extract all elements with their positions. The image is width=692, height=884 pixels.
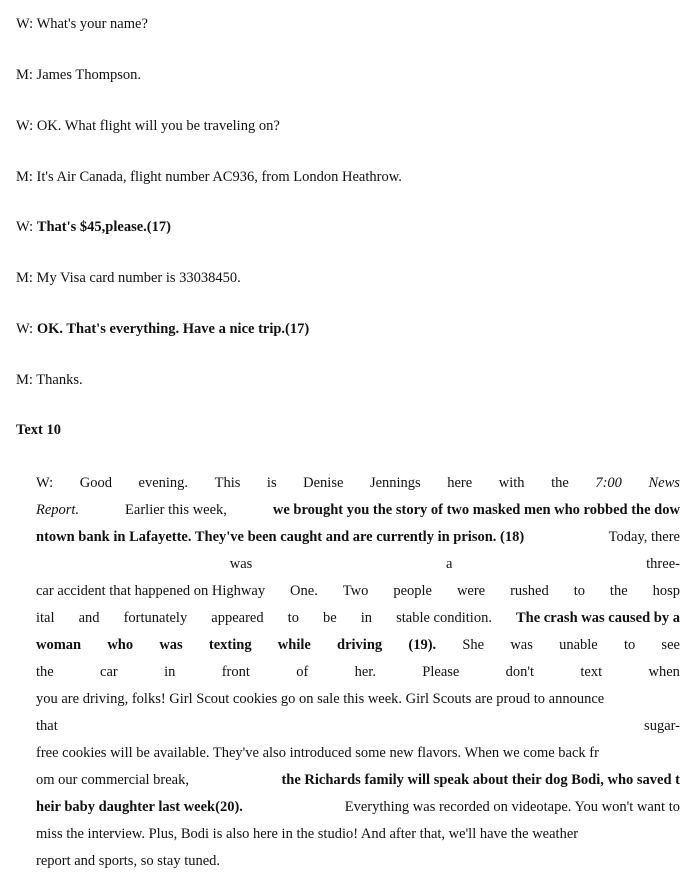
passage-word: appeared: [211, 610, 264, 626]
passage-word: ital: [36, 610, 55, 626]
passage-word: car: [100, 664, 118, 680]
passage-word: the: [551, 475, 569, 491]
passage-word: to: [287, 610, 299, 626]
passage-word: This: [214, 475, 241, 491]
passage-word: of: [296, 664, 309, 680]
passage-word: here: [447, 475, 473, 491]
passage-word: stable condition.: [396, 610, 492, 626]
dialogue-line: [16, 371, 83, 389]
passage-word: the: [609, 583, 628, 599]
passage-word: Denise: [303, 475, 344, 491]
passage-word: W:: [36, 475, 54, 491]
passage-line: [36, 551, 680, 578]
passage-word: that: [36, 718, 58, 734]
passage-word: is: [266, 475, 277, 491]
passage-word: The crash was caused by a: [516, 610, 680, 626]
passage-word: in: [360, 610, 373, 626]
passage-word: evening.: [138, 475, 189, 491]
dialogue-text: Thanks.: [36, 372, 83, 388]
passage-word: was: [229, 556, 253, 572]
passage-word: heir baby daughter last week(20).: [36, 799, 243, 815]
passage-line: [36, 605, 680, 632]
passage-word: driving: [337, 637, 383, 653]
passage-line: [36, 524, 680, 551]
passage-word: text: [580, 664, 603, 680]
passage-line: [36, 740, 680, 767]
passage-word: Good: [79, 475, 112, 491]
passage-word: 7:00: [595, 475, 622, 491]
speaker-label: W:: [16, 219, 34, 235]
passage-word: Earlier this week,: [125, 502, 227, 518]
passage-word: miss the interview. Plus, Bodi is also here in the studio! And after that, we'll have the weather: [36, 826, 579, 842]
passage-word: in: [164, 664, 176, 680]
passage-word: to: [623, 637, 636, 653]
passage-word: (19).: [408, 637, 437, 653]
passage-word: was: [159, 637, 183, 653]
passage-word: rushed: [510, 583, 549, 599]
passage-word: with: [498, 475, 525, 491]
passage-line: [36, 497, 680, 524]
dialogue-line: [16, 15, 148, 33]
speaker-label: W:: [16, 118, 34, 134]
speaker-label: M:: [16, 270, 33, 286]
passage-word: see: [661, 637, 680, 653]
passage-word: Two: [342, 583, 369, 599]
passage-word: unable: [559, 637, 598, 653]
passage-line: [36, 470, 680, 497]
passage-word: were: [456, 583, 486, 599]
speaker-label: M:: [16, 67, 33, 83]
passage-word: three-: [646, 556, 680, 572]
dialogue-line: [16, 168, 402, 186]
passage-word: She: [462, 637, 485, 653]
passage: [36, 470, 680, 875]
speaker-label: M:: [16, 372, 33, 388]
passage-word: report and sports, so stay tuned.: [36, 853, 221, 869]
passage-word: you are driving, folks! Girl Scout cookies go on sale this week. Girl Scouts are proud to announce: [36, 691, 605, 707]
section-heading: Text 10: [16, 422, 61, 438]
dialogue-text: It's Air Canada, flight number AC936, from London Heathrow.: [36, 169, 402, 185]
dialogue-text: OK. That's everything. Have a nice trip.(17): [36, 321, 310, 337]
passage-word: News: [648, 475, 680, 491]
passage-line: [36, 794, 680, 821]
passage-word: was: [510, 637, 533, 653]
passage-line: [36, 578, 680, 605]
passage-word: be: [323, 610, 337, 626]
passage-line: [36, 821, 680, 848]
passage-word: Everything was recorded on videotape. You won't want to: [344, 799, 680, 815]
passage-word: car accident that happened on Highway: [36, 583, 266, 599]
dialogue-text: OK. What flight will you be traveling on?: [36, 118, 280, 134]
passage-word: woman: [36, 637, 82, 653]
dialogue-text: James Thompson.: [36, 67, 141, 83]
passage-word: free cookies will be available. They've also introduced some new flavors. When we come back fr: [36, 745, 599, 761]
passage-word: fortunately: [123, 610, 188, 626]
passage-line: [36, 659, 680, 686]
passage-word: her.: [354, 664, 376, 680]
passage-word: when: [648, 664, 680, 680]
passage-word: a: [446, 556, 453, 572]
passage-line: [36, 632, 680, 659]
speaker-label: W:: [16, 321, 34, 337]
passage-line: [36, 713, 680, 740]
dialogue-text: What's your name?: [36, 16, 148, 32]
passage-line: [36, 767, 680, 794]
passage-word: Jennings: [369, 475, 421, 491]
passage-word: the Richards family will speak about their dog Bodi, who saved t: [281, 772, 680, 788]
passage-word: Report.: [36, 502, 80, 518]
passage-word: and: [78, 610, 100, 626]
passage-word: texting: [208, 637, 252, 653]
passage-word: front: [221, 664, 250, 680]
passage-word: to: [573, 583, 585, 599]
passage-word: while: [277, 637, 311, 653]
passage-word: sugar-: [644, 718, 680, 734]
passage-word: Today, there: [608, 529, 680, 545]
speaker-label: M:: [16, 169, 33, 185]
passage-word: ntown bank in Lafayette. They've been caught and are currently in prison. (18): [36, 529, 525, 545]
dialogue-text: My Visa card number is 33038450.: [36, 270, 241, 286]
passage-line: [36, 848, 680, 875]
dialogue-line: [16, 66, 141, 84]
dialogue-line: [16, 269, 241, 287]
passage-line: [36, 686, 680, 713]
passage-word: om our commercial break,: [36, 772, 189, 788]
dialogue-line: [16, 218, 171, 236]
passage-word: we brought you the story of two masked men who robbed the dow: [272, 502, 680, 518]
passage-word: One.: [290, 583, 318, 599]
dialogue-text: That's $45,please.(17): [36, 219, 171, 235]
passage-word: who: [107, 637, 134, 653]
passage-word: the: [36, 664, 54, 680]
passage-word: hosp: [652, 583, 680, 599]
dialogue-line: [16, 117, 280, 135]
passage-word: Please: [422, 664, 460, 680]
speaker-label: W:: [16, 16, 34, 32]
passage-word: people: [393, 583, 432, 599]
dialogue-line: [16, 320, 309, 338]
passage-word: don't: [505, 664, 535, 680]
